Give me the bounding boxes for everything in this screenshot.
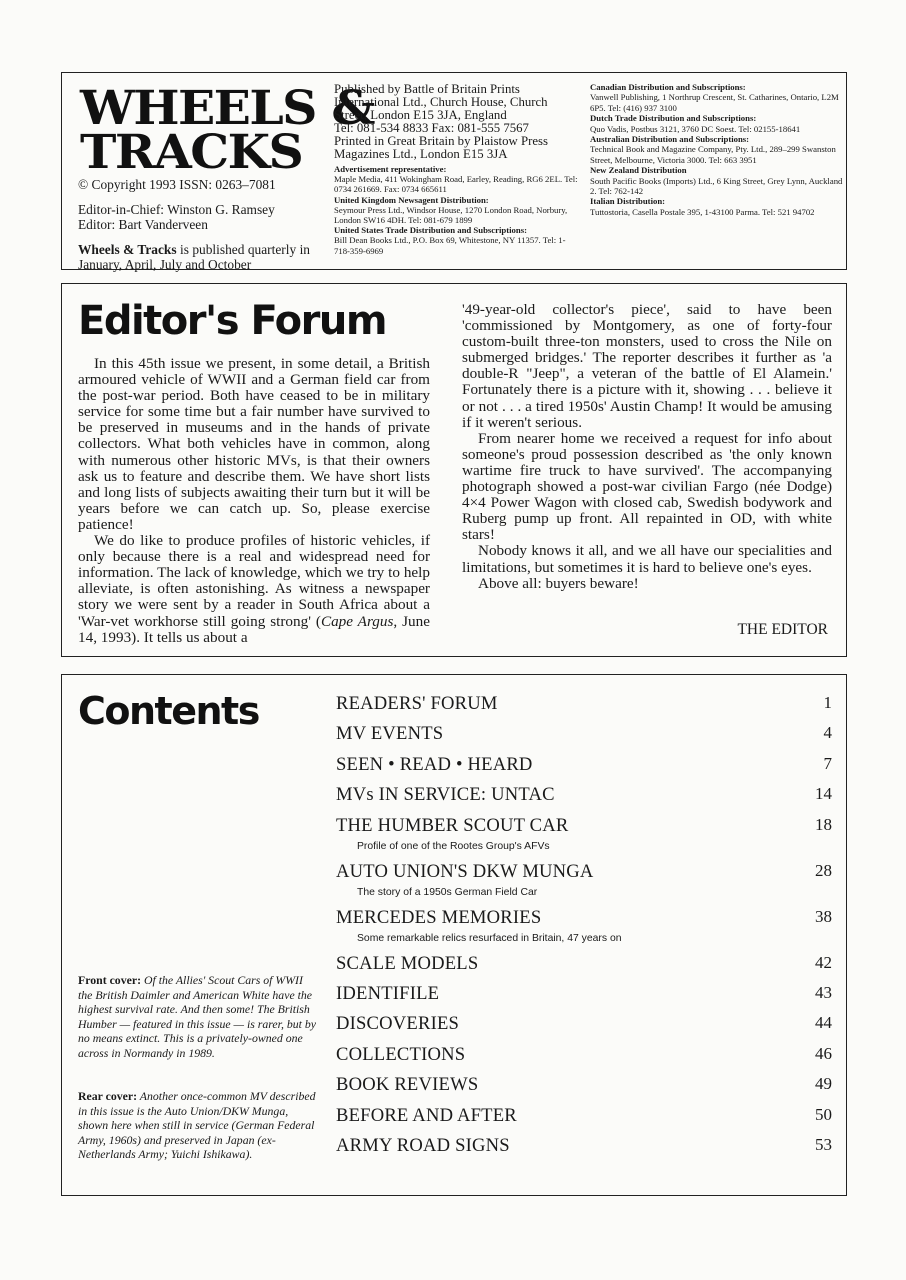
toc-item[interactable] [336,719,832,749]
toc-item[interactable] [336,1070,832,1100]
toc-item-page: 43 [815,982,832,1002]
front-cover-text: Of the Allies' Scout Cars of WWII the British Daimler and American White have the highest survival rate. And then some! The British Humber — featured in this issue — is rarer, but by no means extinct. This is a privately-owned one across in Normandy in 1989. [78,973,317,1060]
toc-item-page: 14 [815,784,832,804]
toc-item[interactable] [336,1040,832,1070]
forum-p2-b: , June 14, 1993). It tells us about a [78,612,430,646]
table-of-contents [336,689,832,1161]
toc-item-title: COLLECTIONS [336,1043,466,1065]
forum-p2-italic: Cape Argus [320,612,394,630]
toc-item-title: SEEN • READ • HEARD [336,753,533,775]
nl-text: Quo Vadis, Postbus 3121, 3760 DC Soest. Tel: 02155-18641 [590,123,801,134]
toc-item-page: 44 [815,1013,832,1033]
nz-text: South Pacific Books (Imports) Ltd., 6 King Street, Grey Lynn, Auckland 2. Tel: 762-142 [590,175,843,197]
toc-item[interactable] [336,979,832,1009]
toc-item-page: 28 [815,860,832,880]
toc-item-subtitle: Profile of one of the Rootes Group's AFVs [357,840,550,852]
publisher-phone: Tel: 081-534 8833 Fax: 081-555 7567 [334,121,529,135]
au-heading: Australian Distribution and Subscriptions: [590,134,750,145]
toc-item-page: 18 [815,814,832,834]
toc-item[interactable] [336,857,832,903]
toc-item[interactable] [336,750,832,780]
forum-paragraph-4: From nearer home we received a request for info about someone's proud possession described as 'the only known wartime fire truck to have survived'. The accompanying photograph showed a post-war civilian Fargo (née Dodge) 4×4 Power Wagon with closed cab, Swedish bodywork and Ruberg pump up front. All repainted in OD, with white stars! [462,429,832,544]
forum-paragraph-1: In this 45th issue we present, in some detail, a British armoured vehicle of WWII and a German field car from the post-war period. Both have ceased to be in military service for some time but a fair number have survived to be preserved in museums and in the hands of private collectors. What both vehicles have in common, along with numerous other historic MVs, is that their owners ask us to feature and describe them. We have short lists and long lists of subjects awaiting their turn but it will be years before we can catch up. So, please exercise patience! [78,355,430,533]
printer-info: Printed in Great Britain by Plaistow Press Magazines Ltd., London E15 3JA [334,134,548,161]
au-text: Technical Book and Magazine Company, Pty. Ltd., 289–299 Swanston Street, Melbourne, Victoria 3000. Tel: 663 3951 [590,144,836,165]
toc-item[interactable] [336,780,832,810]
front-cover-caption [78,973,318,1061]
toc-item-page: 1 [823,693,832,712]
editors-forum-box [61,283,847,657]
adv-heading: Advertisement representative: [334,164,447,174]
toc-item-title: SCALE MODELS [336,952,479,974]
forum-paragraph-3: '49-year-old collector's piece', said to have been 'commissioned by Montgomery, as one of forty-four custom-built three-ton monsters, used to cross the Nile on submerged bridges.' The reporter describes it further as 'a double-R "Jeep", a veteran of the battle of El Alamein.' Fortunately there is a picture with it, showing . . . believe it or not . . . a tired 1950s' Austin Champ! It would be amusing if it weren't serious. [462,301,832,431]
masthead-box [61,72,847,270]
toc-item-page: 38 [815,906,832,926]
forum-paragraph-5: Nobody knows it all, and we all have our specialities and limitations, but sometimes it is hard to believe one's eyes. [462,542,832,576]
uk-text: Seymour Press Ltd., Windsor House, 1270 London Road, Norbury, London SW16 4DH. Tel: 081-679 1899 [334,204,568,226]
toc-item-title: ARMY ROAD SIGNS [336,1134,510,1156]
rear-cover-caption [78,1089,318,1162]
forum-column-1 [78,356,430,646]
publication-frequency-text: is published quarterly in January, April, July and October [78,242,310,272]
rear-cover-text: Another once-common MV described in this issue is the Auto Union/DKW Munga, shown here when still in service (German Federal Army, 1960s) and preserved in Japan (ex-Netherlands Army; Yuichi Ishikawa). [78,1089,316,1162]
toc-item[interactable] [336,903,832,949]
toc-item-page: 49 [815,1074,832,1094]
toc-item[interactable] [336,949,832,979]
toc-item-subtitle: Some remarkable relics resurfaced in Britain, 47 years on [357,932,622,944]
publication-frequency [78,242,310,272]
contents-title: Contents [78,689,259,733]
toc-item[interactable] [336,811,832,857]
masthead-credits [78,177,310,272]
toc-item-page: 53 [815,1134,832,1154]
forum-column-2 [462,302,832,592]
copyright: © Copyright 1993 ISSN: 0263–7081 [78,177,276,192]
nl-heading: Dutch Trade Distribution and Subscriptions: [590,113,757,124]
publication-name: Wheels & Tracks [78,242,177,257]
us-text: Bill Dean Books Ltd., P.O. Box 69, Whitestone, NY 11357. Tel: 1-718-359-6969 [334,235,566,256]
logo-line-2: TRACKS [80,125,303,180]
editor: Editor: Bart Vanderveen [78,217,208,232]
contents-box [61,674,847,1196]
front-cover-label: Front cover: [78,973,141,987]
toc-item[interactable] [336,1009,832,1039]
forum-paragraph-2 [78,533,430,646]
toc-item-title: BOOK REVIEWS [336,1074,479,1096]
toc-item-page: 42 [815,952,832,972]
toc-item-title: READERS' FORUM [336,693,498,714]
toc-item-page: 50 [815,1104,832,1124]
it-text: Tuttostoria, Casella Postale 395, 1-43100 Parma. Tel: 521 94702 [590,206,815,217]
publisher-info [334,83,580,256]
editor-in-chief: Editor-in-Chief: Winston G. Ramsey [78,202,275,217]
uk-heading: United Kingdom Newsagent Distribution: [334,194,489,205]
toc-item-title: IDENTIFILE [336,982,440,1004]
nz-heading: New Zealand Distribution [590,165,687,176]
toc-item-subtitle: The story of a 1950s German Field Car [357,886,538,898]
toc-item-page: 4 [823,723,832,743]
editor-signature: THE EDITOR [737,621,828,638]
toc-item-title: THE HUMBER SCOUT CAR [336,814,569,836]
toc-item[interactable] [336,689,832,719]
toc-item-title: BEFORE AND AFTER [336,1104,517,1126]
toc-item-title: MERCEDES MEMORIES [336,906,542,928]
toc-item-page: 46 [815,1043,832,1063]
international-distribution [590,82,844,217]
toc-item[interactable] [336,1101,832,1131]
editors-forum-title: Editor's Forum [78,298,387,344]
us-heading: United States Trade Distribution and Subscriptions: [334,225,528,236]
forum-p2-a: We do like to produce profiles of historic vehicles, if only because there is a real and widespread need for information. The lack of knowledge, which we try to help alleviate, is often astonishing. As witness a newspaper story we were sent by a reader in South Africa about a 'War-vet workhorse still going strong' ( [78,532,430,630]
toc-item-title: DISCOVERIES [336,1013,460,1035]
toc-item-page: 7 [823,753,832,773]
rear-cover-label: Rear cover: [78,1089,138,1103]
it-heading: Italian Distribution: [590,196,666,207]
toc-item[interactable] [336,1131,832,1161]
ca-heading: Canadian Distribution and Subscriptions: [590,82,746,92]
publisher-address: Published by Battle of Britain Prints International Ltd., Church House, Church Street, London E15 3JA, England [334,82,548,122]
distribution-uk-us [334,164,580,256]
forum-paragraph-6: Above all: buyers beware! [478,574,639,592]
wheels-and-tracks-logo [80,81,374,180]
toc-item-title: MV EVENTS [336,723,444,745]
logo-line-1: WHEELS & [80,81,374,136]
toc-item-title: AUTO UNION'S DKW MUNGA [336,860,594,882]
toc-item-title: MVs IN SERVICE: UNTAC [336,784,555,806]
adv-text: Maple Media, 411 Wokingham Road, Earley, Reading, RG6 2EL. Tel: 0734 261669. Fax: 0734 665611 [334,174,578,195]
ca-text: Vanwell Publishing, 1 Northrup Crescent, St. Catharines, Ontario, L2M 6P5. Tel: (416) 937 3100 [590,92,839,113]
